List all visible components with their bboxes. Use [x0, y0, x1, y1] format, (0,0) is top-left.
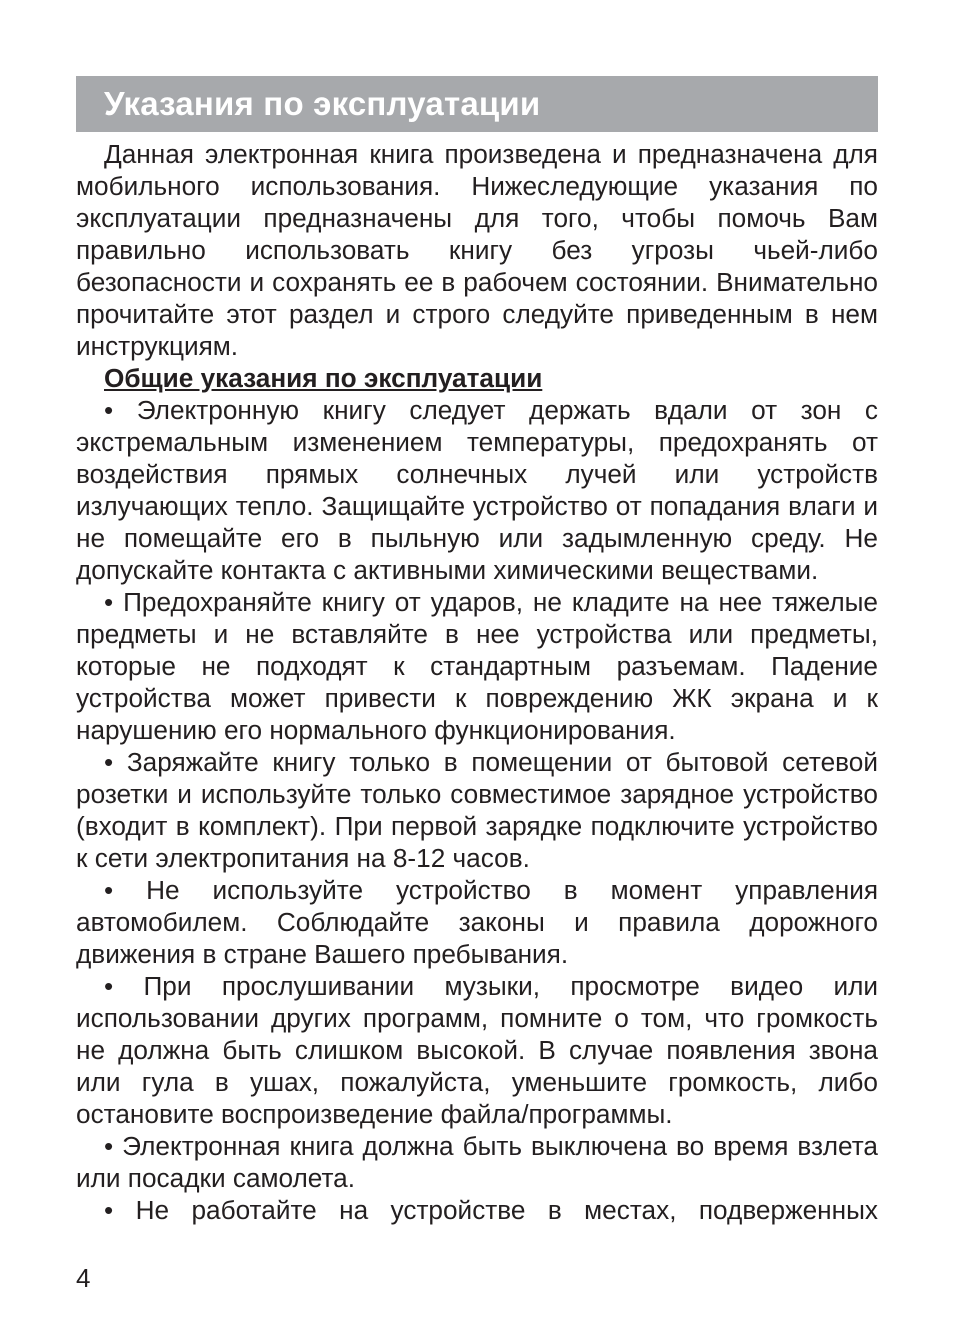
- instruction-item-driving: • Не используйте устройство в момент управления автомобилем. Соблюдайте законы и правила дорожного движения в стране Вашего пребывания.: [76, 875, 878, 969]
- instruction-item-locations: • Не работайте на устройстве в местах, подверженных: [104, 1195, 878, 1225]
- page-content: [76, 138, 878, 1226]
- page-number: 4: [76, 1263, 91, 1293]
- instruction-item-temperature: • Электронную книгу следует держать вдали от зон с экстремальным изменением температуры, предохранять от воздействия прямых солнечных лучей или устройств излучающих тепло. Защищайте устройство от попадания влаги и не помещайте его в пыльную или задымленную среду. Не допускайте контакта с активными химическими веществами.: [76, 395, 878, 585]
- instruction-item-charging: • Заряжайте книгу только в помещении от бытовой сетевой розетки и используйте только совместимое зарядное устройство (входит в комплект). При первой зарядке подключите устройство к сети электропитания на 8-12 часов.: [76, 747, 878, 873]
- general-instructions-heading: Общие указания по эксплуатации: [104, 363, 543, 393]
- instruction-item-airplane: • Электронная книга должна быть выключена во время взлета или посадки самолета.: [76, 1131, 878, 1193]
- section-title: Указания по эксплуатации: [104, 85, 541, 122]
- intro-paragraph: Данная электронная книга произведена и предназначена для мобильного использования. Нижеследующие указания по эксплуатации предназначены для того, чтобы помочь Вам правильно использовать книгу без угрозы чьей-либо безопасности и сохранять ее в рабочем состоянии. Внимательно прочитайте этот раздел и строго следуйте приведенным в нем инструкциям.: [76, 139, 878, 361]
- instruction-item-impact: • Предохраняйте книгу от ударов, не кладите на нее тяжелые предметы и не вставляйте в нее устройства или предметы, которые не подходят к стандартным разъемам. Падение устройства может привести к повреждению ЖК экрана и к нарушению его нормального функционирования.: [76, 587, 878, 745]
- instruction-item-volume: • При прослушивании музыки, просмотре видео или использовании других программ, помните о том, что громкость не должна быть слишком высокой. В случае появления звона или гула в ушах, пожалуйста, уменьшите громкость, либо остановите воспроизведение файла/программы.: [76, 971, 878, 1129]
- section-title-bar: [76, 76, 878, 132]
